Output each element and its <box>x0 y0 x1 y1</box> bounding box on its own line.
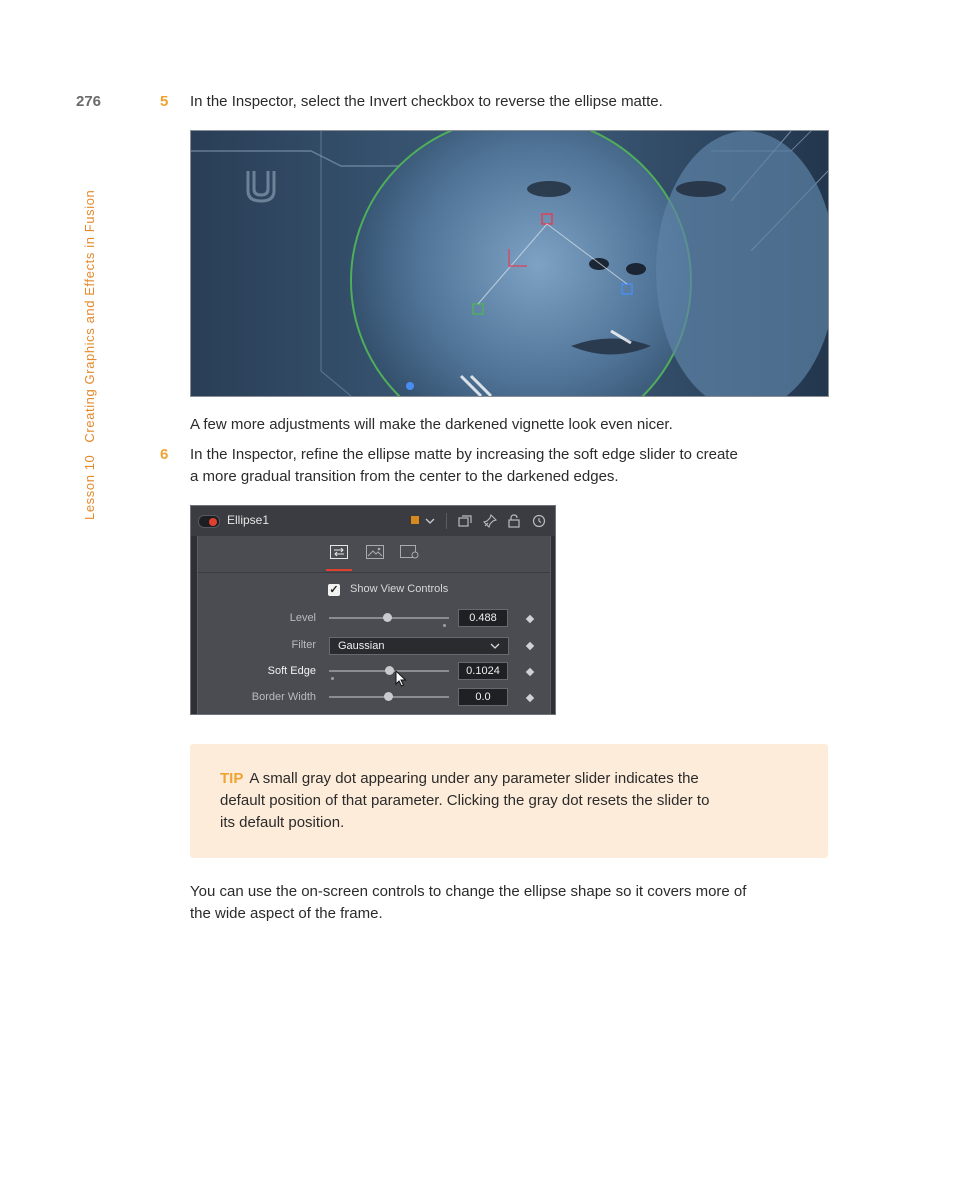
filter-value: Gaussian <box>338 640 385 652</box>
step-number-5: 5 <box>160 93 169 110</box>
inspector-tabs <box>198 536 550 573</box>
inspector-body <box>197 536 551 714</box>
enable-dot-icon <box>209 518 217 526</box>
soft-edge-slider-knob[interactable] <box>385 666 394 675</box>
soft-edge-default-dot[interactable] <box>331 677 334 680</box>
level-label: Level <box>289 612 316 624</box>
border-width-slider-knob[interactable] <box>384 692 393 701</box>
inspector-panel <box>190 505 556 715</box>
tip-label: TIP <box>220 770 244 787</box>
active-tab-indicator <box>326 569 352 571</box>
soft-edge-keyframe-icon[interactable] <box>526 668 534 676</box>
show-view-controls-checkbox[interactable]: ✓ <box>329 584 339 596</box>
reset-icon[interactable] <box>532 514 546 528</box>
filter-keyframe-icon[interactable] <box>526 642 534 650</box>
chevron-down-icon <box>490 643 500 650</box>
paragraph-after-image: A few more adjustments will make the darkened vignette look even nicer. <box>190 416 673 433</box>
settings-tab-icon[interactable] <box>400 545 420 559</box>
tip-box <box>190 744 828 858</box>
level-keyframe-icon[interactable] <box>526 615 534 623</box>
tip-text: TIP A small gray dot appearing under any parameter slider indicates the default position of that parameter. Clicking the gray dot resets the slider to its default position. <box>220 770 710 831</box>
border-width-label: Border Width <box>251 691 316 703</box>
soft-edge-label: Soft Edge <box>267 665 316 677</box>
level-slider-knob[interactable] <box>383 613 392 622</box>
border-width-keyframe-icon[interactable] <box>526 694 534 702</box>
filter-label: Filter <box>291 639 316 651</box>
soft-edge-value-field[interactable]: 0.1024 <box>458 662 508 680</box>
border-width-value-field[interactable]: 0.0 <box>458 688 508 706</box>
page-number: 276 <box>76 93 102 110</box>
image-tab-icon[interactable] <box>366 545 384 559</box>
viewer-artwork <box>191 131 828 396</box>
closing-paragraph: You can use the on-screen controls to change the ellipse shape so it covers more of the wide aspect of the frame. <box>190 883 747 922</box>
color-dropdown-chevron-icon[interactable] <box>425 517 435 525</box>
lesson-label: Lesson 10 <box>82 454 97 520</box>
step-text-6: In the Inspector, refine the ellipse matte by increasing the soft edge slider to create a more gradual transition from the center to the darkened edges. <box>190 446 738 485</box>
node-enable-toggle[interactable] <box>198 515 220 528</box>
lock-icon[interactable] <box>508 514 520 528</box>
step-text-5: In the Inspector, select the Invert checkbox to reverse the ellipse matte. <box>190 93 663 110</box>
level-default-dot[interactable] <box>443 624 446 627</box>
header-divider <box>446 513 447 529</box>
inspector-header <box>191 506 555 536</box>
level-value-field[interactable]: 0.488 <box>458 609 508 627</box>
step-number-6: 6 <box>160 446 169 463</box>
node-color-swatch[interactable] <box>411 516 419 524</box>
mouse-cursor-icon <box>395 670 407 687</box>
running-header <box>82 190 97 520</box>
show-view-controls-label: Show View Controls <box>350 583 449 595</box>
filter-dropdown[interactable] <box>329 637 509 655</box>
lesson-title: Creating Graphics and Effects in Fusion <box>82 189 97 443</box>
controls-tab-icon[interactable] <box>330 545 348 559</box>
pin-icon[interactable] <box>483 514 497 528</box>
viewer-screenshot <box>190 130 829 397</box>
versions-icon[interactable] <box>458 514 472 528</box>
node-name: Ellipse1 <box>227 513 270 527</box>
